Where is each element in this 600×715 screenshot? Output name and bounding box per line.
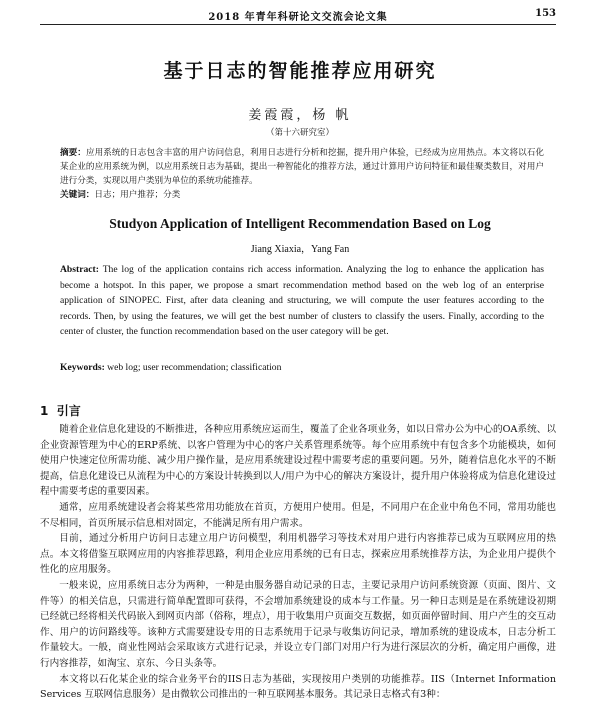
english-keywords <box>60 362 544 373</box>
paragraph: 通常，应用系统建设者会将某些常用功能放在首页，方便用户使用。但是，不同用户在企业中角色不同，常用功能也不尽相同，首页所展示信息相对固定，不能满足所有用户需求。 <box>40 501 556 529</box>
chinese-abstract <box>60 146 544 202</box>
english-keywords-label: Keywords: <box>60 362 105 373</box>
section-number: 1 <box>40 404 49 418</box>
author-affiliation: （第十六研究室） <box>265 128 334 138</box>
chinese-abstract-text: 应用系统的日志包含丰富的用户访问信息，利用日志进行分析和挖掘，提升用户体验，已经成为应用热点。本文将以石化某企业的应用系统为例，以应用系统日志为基础，提出一种智能化的推荐方法，通过计算用户访问特征和最佳聚类数目，对用户进行分类，实现以用户类别为单位的系统功能推荐。 <box>60 148 544 186</box>
journal-name: 2018 年青年科研论文交流会论文集 <box>208 12 388 23</box>
section-title: 引言 <box>56 404 81 418</box>
chinese-abstract-body <box>60 146 544 188</box>
english-abstract-label: Abstract: <box>60 264 99 275</box>
author-list: 姜霞霞，杨 帆 <box>248 108 352 123</box>
paragraph: 本文将以石化某企业的综合业务平台的IIS日志为基础，实现按用户类别的功能推荐。IIS（Internet Information Services 互联网信息服务）是由微软公司推出的一种互联网基本服务。其记录日志格式有3种： <box>40 673 556 701</box>
section-heading <box>40 402 81 419</box>
chinese-keywords-text: 日志；用户推荐；分类 <box>94 190 181 200</box>
introduction-body <box>40 422 556 703</box>
running-header <box>40 6 556 25</box>
chinese-keywords <box>60 188 544 202</box>
english-abstract-text: The log of the application contains rich access information. Analyzing the log to enhance the application has become a hotspot. In this paper, we propose a smart recommendation method based on the web log of an enterprise application of SINOPEC. First, after data cleaning and structuring, we will compute the user features according to the records. Then, by using the features, we will get the best number of clusters to classify the users. Finally, according to the center of cluster, the function recommendation based on the user category will be get. <box>60 264 544 338</box>
english-abstract <box>60 262 544 340</box>
english-title: Studyon Application of Intelligent Recommendation Based on Log <box>109 216 491 231</box>
paragraph: 目前，通过分析用户访问日志建立用户访问模型，利用机器学习等技术对用户进行内容推荐已成为互联网应用的热点。本文将借鉴互联网应用的内容推荐思路，利用企业应用系统的已有日志，探索应用系统推荐方法，为企业用户提供个性化的应用服务。 <box>40 533 556 576</box>
paragraph: 随着企业信息化建设的不断推进，各种应用系统应运而生，覆盖了企业各项业务，如以日常办公为中心的OA系统、以企业资源管理为中心的ERP系统、以客户管理为中心的客户关系管理系统等。每个应用系统中有包含多个功能模块，如何使用户快速定位所需功能、减少用户操作量，是应用系统建设过程中需要考虑的重要问题。另外，随着信息化水平的不断提高，信息化建设已从流程为中心的方案设计转换到以人/用户为中心的解决方案设计，提升用户体验将成为信息化建设过程中需要考虑的重要因素。 <box>40 424 556 498</box>
paper-title: 基于日志的智能推荐应用研究 <box>163 60 437 82</box>
chinese-keywords-label: 关键词： <box>60 190 95 200</box>
chinese-abstract-label: 摘要： <box>60 148 86 158</box>
paragraph: 一般来说，应用系统日志分为两种，一种是由服务器自动记录的日志，主要记录用户访问系统资源（页面、图片、文件等）的相关信息，只需进行简单配置即可获得，不会增加系统建设的成本与工作量。另一种日志则是是在系统建设初期已经就已经将相关代码嵌入到网页内部（俗称，埋点），用于收集用户页面交互数据，如页面停留时间、用户产生的交互动作、用户的访问路线等。该种方式需要建设专用的日志系统用于记录与收集访问记录，增加系统的建设成本，日志分析工作量较大。一般，商业性网站会采取该方式进行记录，并设立专门部门对用户行为进行深层次的分析，确定用户画像，进行内容推荐，如淘宝、京东、今日头条等。 <box>40 579 556 669</box>
page-number: 153 <box>535 8 556 19</box>
english-authors: Jiang Xiaxia，Yang Fan <box>250 244 350 255</box>
english-keywords-text: web log; user recommendation; classification <box>107 362 282 373</box>
